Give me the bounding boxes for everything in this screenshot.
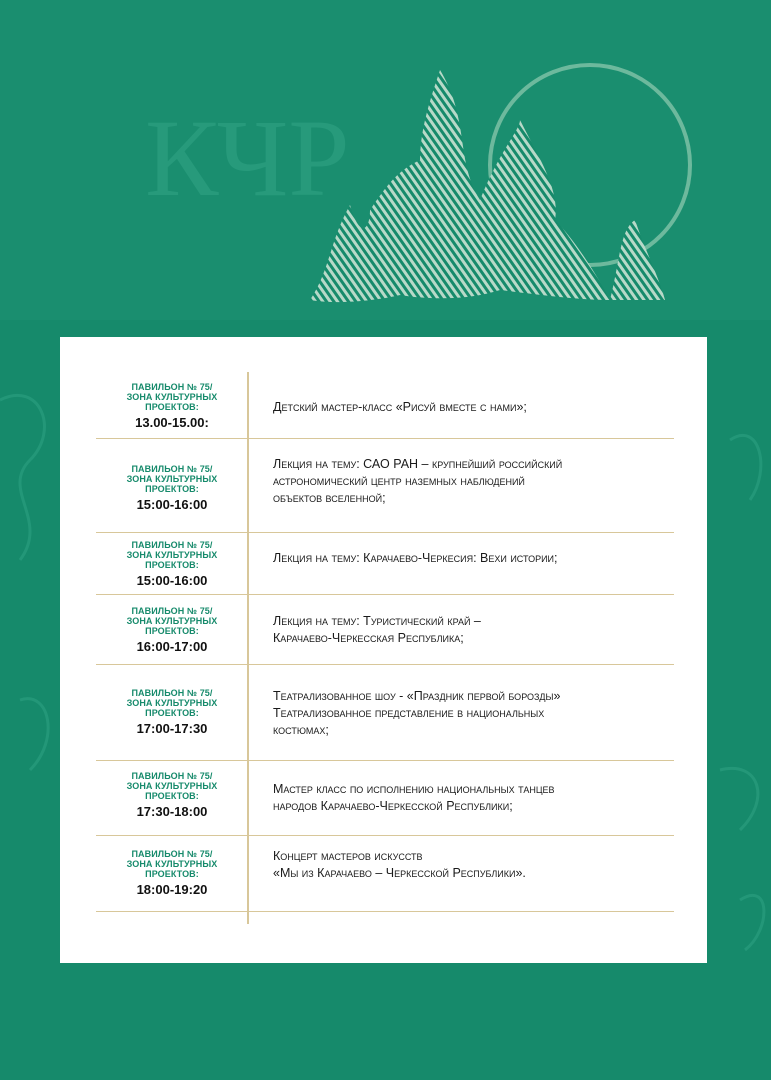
schedule-row <box>96 836 674 912</box>
time-label: 13.00-15.00: <box>135 415 209 430</box>
time-label: 18:00-19:20 <box>136 882 208 897</box>
event-description: Мастер класс по исполнению национальных танцев народов Карачаево-Черкесской Республики; <box>273 782 555 813</box>
location-cell <box>96 771 248 819</box>
location-label: ПАВИЛЬОН № 75/ ЗОНА КУЛЬТУРНЫХ ПРОЕКТОВ: <box>126 606 218 636</box>
time-label: 15:00-16:00 <box>136 573 208 588</box>
location-label: ПАВИЛЬОН № 75/ ЗОНА КУЛЬТУРНЫХ ПРОЕКТОВ: <box>126 849 218 879</box>
schedule-row <box>96 439 674 533</box>
location-cell <box>96 688 248 736</box>
location-label: ПАВИЛЬОН № 75/ ЗОНА КУЛЬТУРНЫХ ПРОЕКТОВ: <box>126 771 218 801</box>
event-description: Концерт мастеров искусств «Мы из Карачаево – Черкесской Республики». <box>273 849 526 880</box>
location-cell <box>96 606 248 654</box>
location-label: ПАВИЛЬОН № 75/ ЗОНА КУЛЬТУРНЫХ ПРОЕКТОВ: <box>126 688 218 718</box>
time-label: 16:00-17:00 <box>136 639 208 654</box>
logo-watermark: КЧР <box>145 97 350 219</box>
time-label: 17:30-18:00 <box>136 804 208 819</box>
location-label: ПАВИЛЬОН № 75/ ЗОНА КУЛЬТУРНЫХ ПРОЕКТОВ: <box>126 464 218 494</box>
row-divider <box>96 911 674 912</box>
event-description: Лекция на тему: САО РАН – крупнейший российский астрономический центр наземных наблюдений объектов вселенной; <box>273 457 563 505</box>
event-description: Лекция на тему: Туристический край – Карачаево-Черкесская Республика; <box>273 614 481 645</box>
location-cell <box>96 382 248 430</box>
location-cell <box>96 849 248 897</box>
schedule-row <box>96 761 674 836</box>
event-description: Лекция на тему: Карачаево-Черкесия: Вехи истории; <box>273 551 558 565</box>
event-description: Театрализованное шоу - «Праздник первой борозды» Театрализованное представление в национальных костюмах; <box>273 689 561 737</box>
location-label: ПАВИЛЬОН № 75/ ЗОНА КУЛЬТУРНЫХ ПРОЕКТОВ: <box>126 382 218 412</box>
time-label: 15:00-16:00 <box>136 497 208 512</box>
location-cell <box>96 540 248 588</box>
schedule-row <box>96 595 674 665</box>
schedule-card <box>60 337 707 963</box>
time-label: 17:00-17:30 <box>136 721 208 736</box>
location-label: ПАВИЛЬОН № 75/ ЗОНА КУЛЬТУРНЫХ ПРОЕКТОВ: <box>126 540 218 570</box>
schedule-row <box>96 372 674 439</box>
schedule-row <box>96 665 674 761</box>
schedule-row <box>96 533 674 595</box>
location-cell <box>96 464 248 512</box>
event-description: Детский мастер-класс «Рисуй вместе с нами»; <box>273 400 527 414</box>
